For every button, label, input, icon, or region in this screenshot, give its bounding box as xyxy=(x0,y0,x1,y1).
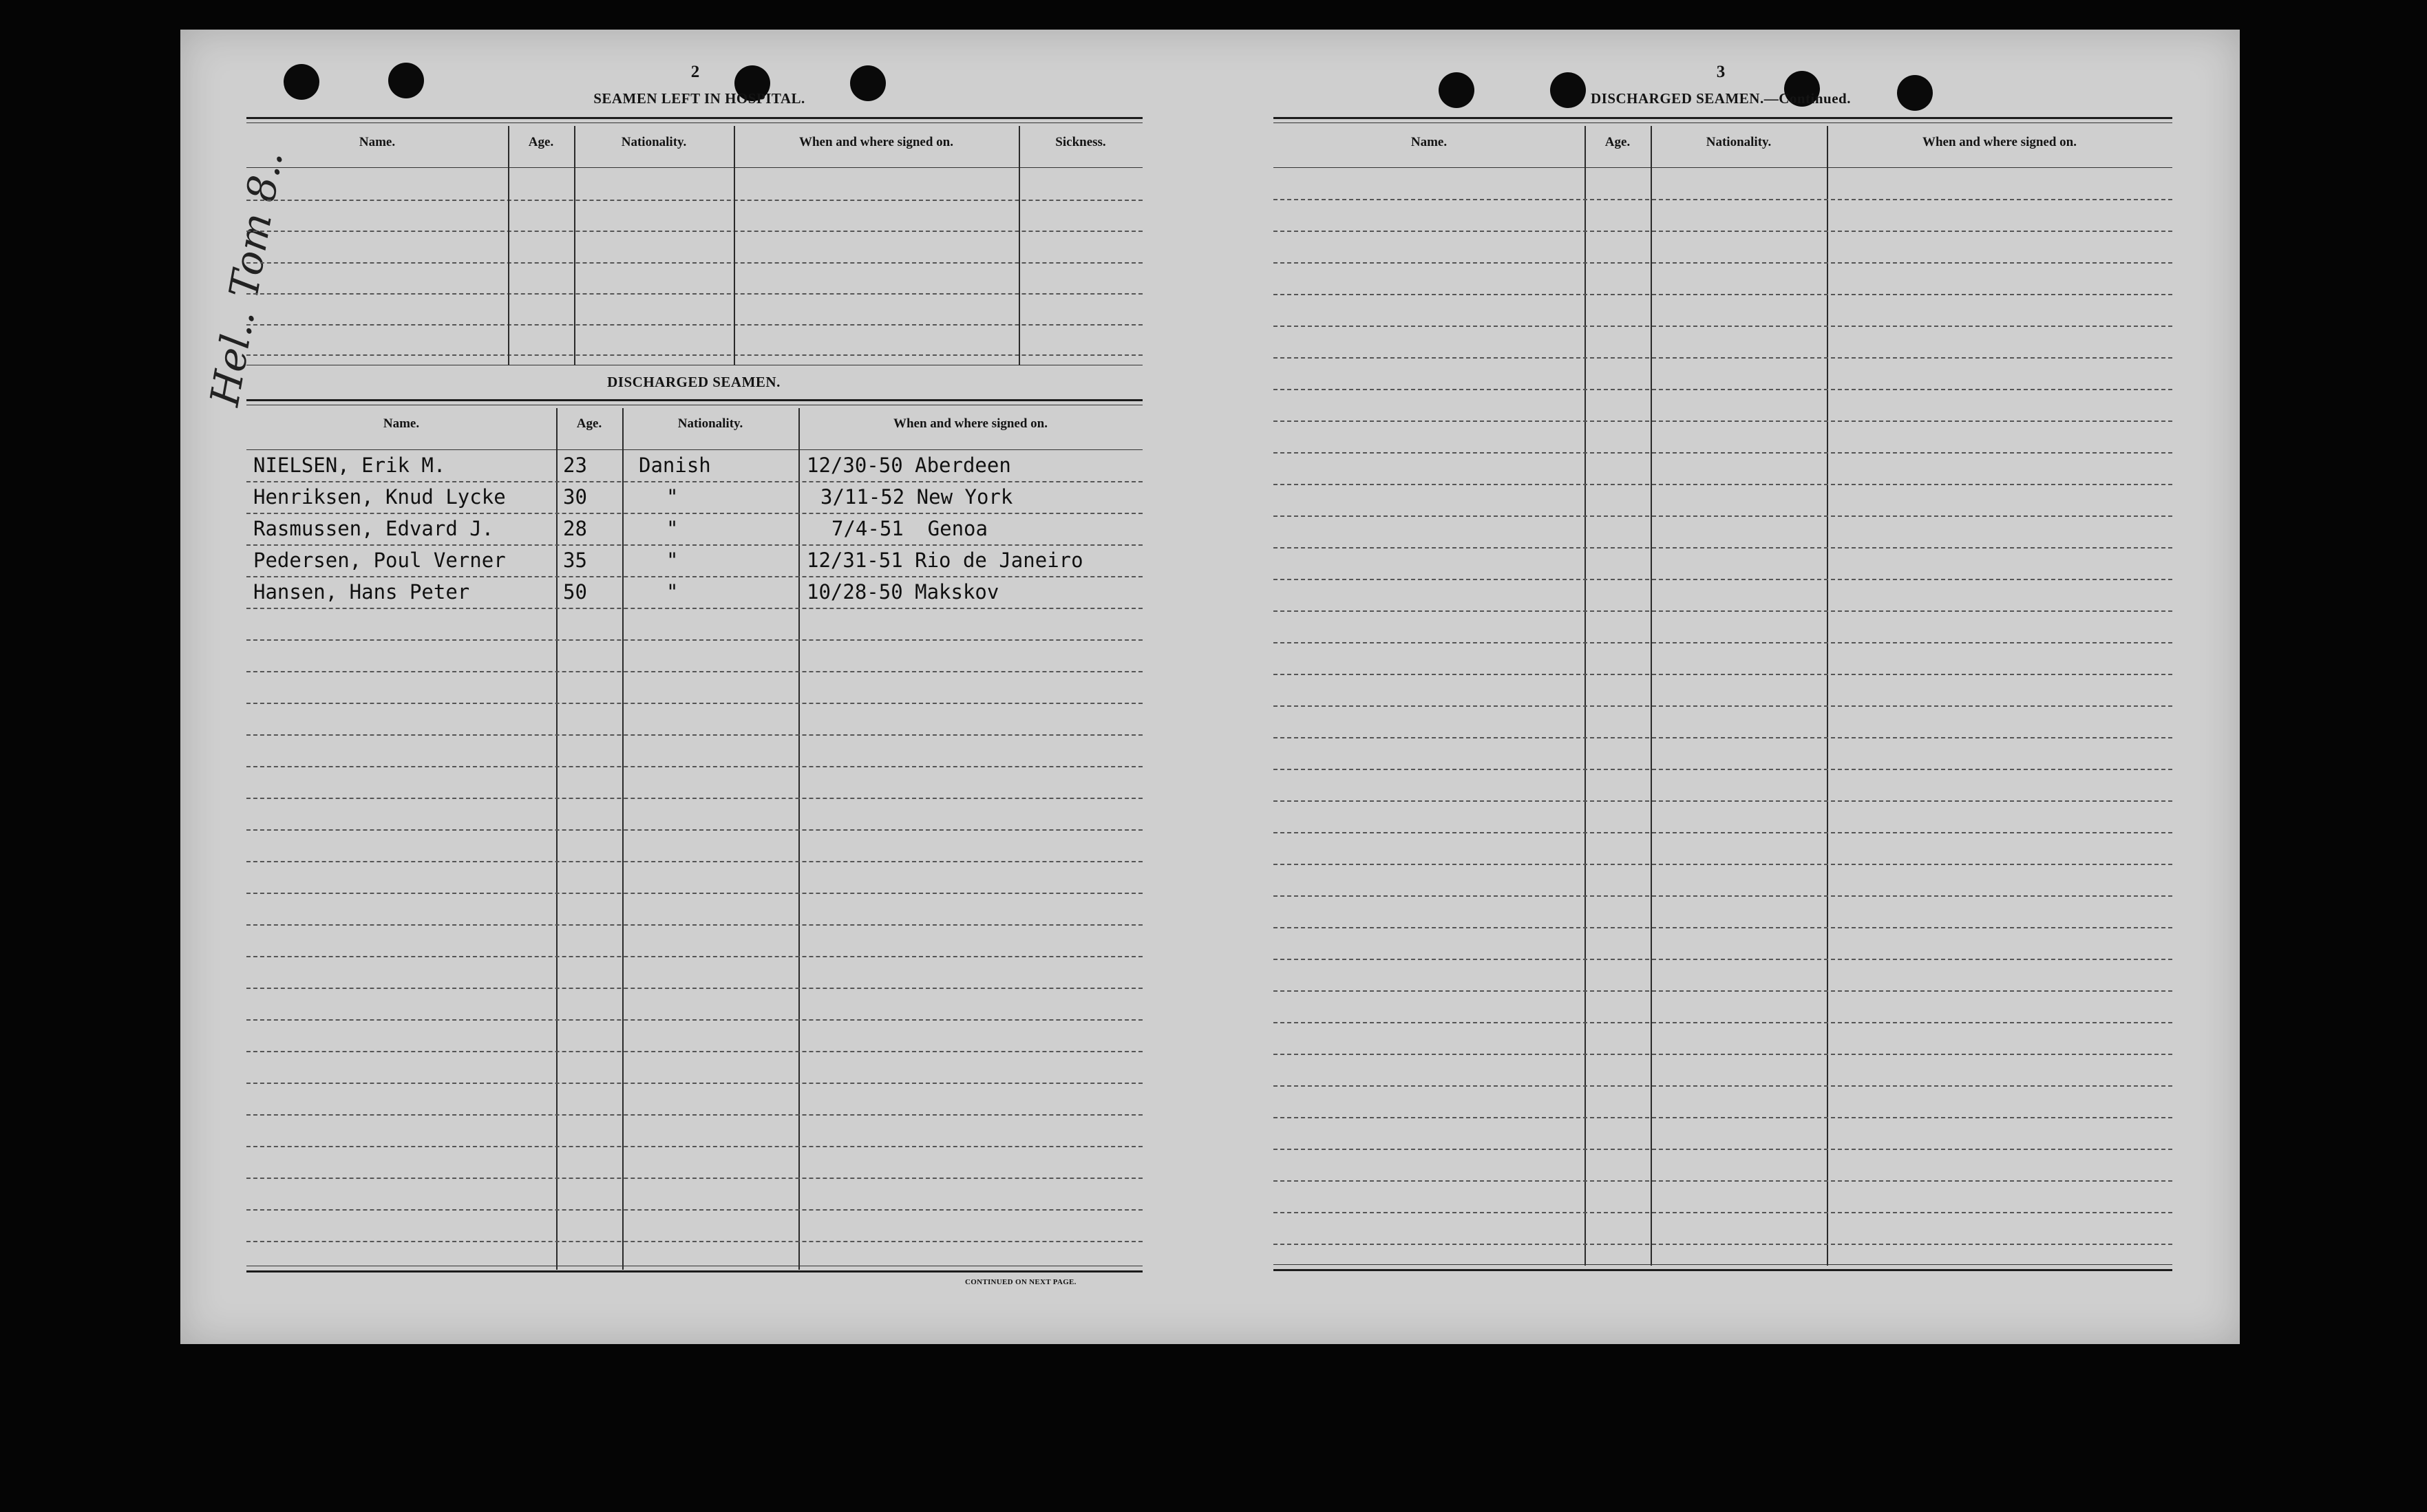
seaman-name: NIELSEN, Erik M. xyxy=(253,454,446,477)
seaman-name: Pedersen, Poul Verner xyxy=(253,549,506,572)
continued-note: CONTINUED ON NEXT PAGE. xyxy=(965,1278,1077,1286)
seaman-nationality: " xyxy=(666,549,679,572)
continued-col-age: Age. xyxy=(1604,135,1631,149)
discharged-section-title: DISCHARGED SEAMEN. xyxy=(607,374,781,390)
punch-hole xyxy=(1439,72,1474,108)
seaman-age: 50 xyxy=(563,580,587,604)
seaman-nationality: " xyxy=(666,485,679,509)
seaman-name: Rasmussen, Edvard J. xyxy=(253,517,494,540)
discharged-col-name: Name. xyxy=(383,416,420,431)
hospital-col-signed-on: When and where signed on. xyxy=(798,135,953,149)
seaman-nationality: " xyxy=(666,517,679,540)
seaman-nationality: " xyxy=(666,580,679,604)
seaman-age: 35 xyxy=(563,549,587,572)
page-number-left: 2 xyxy=(690,63,700,81)
seaman-name: Henriksen, Knud Lycke xyxy=(253,485,506,509)
discharged-col-nationality: Nationality. xyxy=(677,416,743,431)
discharged-col-age: Age. xyxy=(576,416,602,431)
punch-hole xyxy=(284,64,319,100)
margin-note: Hel.. Tom 8.. xyxy=(201,147,293,409)
hospital-section-title: SEAMEN LEFT IN HOSPITAL. xyxy=(593,90,805,107)
hospital-col-age: Age. xyxy=(528,135,554,149)
seaman-signed-on: 7/4-51 Genoa xyxy=(831,517,988,540)
punch-hole xyxy=(850,65,886,101)
continued-col-name: Name. xyxy=(1410,135,1448,149)
page-number-right: 3 xyxy=(1716,63,1726,81)
seaman-nationality: Danish xyxy=(639,454,711,477)
seaman-signed-on: 10/28-50 Makskov xyxy=(807,580,999,604)
punch-hole xyxy=(1897,75,1933,111)
seaman-age: 23 xyxy=(563,454,587,477)
punch-hole xyxy=(388,63,424,98)
continued-col-signed-on: When and where signed on. xyxy=(1922,135,2077,149)
seaman-signed-on: 3/11-52 New York xyxy=(820,485,1013,509)
seaman-signed-on: 12/31-51 Rio de Janeiro xyxy=(807,549,1083,572)
discharged-col-signed-on: When and where signed on. xyxy=(893,416,1048,431)
seaman-age: 30 xyxy=(563,485,587,509)
hospital-col-nationality: Nationality. xyxy=(621,135,687,149)
seaman-signed-on: 12/30-50 Aberdeen xyxy=(807,454,1011,477)
continued-col-nationality: Nationality. xyxy=(1706,135,1772,149)
document-sheet xyxy=(180,30,2240,1344)
hospital-col-sickness: Sickness. xyxy=(1055,135,1106,149)
hospital-col-name: Name. xyxy=(359,135,396,149)
discharged-continued-title: DISCHARGED SEAMEN.—Continued. xyxy=(1591,90,1851,107)
seaman-name: Hansen, Hans Peter xyxy=(253,580,470,604)
seaman-age: 28 xyxy=(563,517,587,540)
